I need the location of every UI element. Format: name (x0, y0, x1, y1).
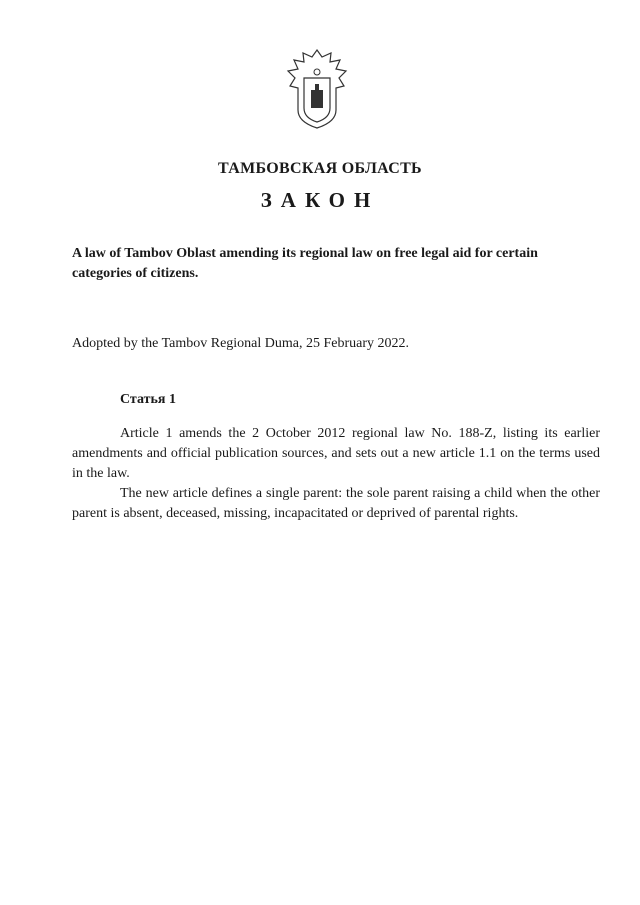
law-title: A law of Tambov Oblast amending its regional law on free legal aid for certain categories of citizens. (72, 246, 538, 281)
adoption-note: Adopted by the Tambov Regional Duma, 25 February 2022. (72, 336, 410, 351)
coat-of-arms-icon (284, 48, 350, 130)
article-heading: Статья 1 (120, 392, 176, 407)
article-summary: Article 1 amends the 2 October 2012 regional law No. 188-Z, listing its earlier amendments and official publication sources, and sets out a new article 1.1 on the terms used in the law. (72, 426, 600, 481)
article-body (72, 424, 600, 524)
document-type: ЗАКОН (260, 188, 380, 212)
region-name: ТАМБОВСКАЯ ОБЛАСТЬ (218, 160, 422, 177)
definition-summary: The new article defines a single parent: the sole parent raising a child when the other parent is absent, deceased, missing, incapacitated or deprived of parental rights. (72, 486, 600, 521)
